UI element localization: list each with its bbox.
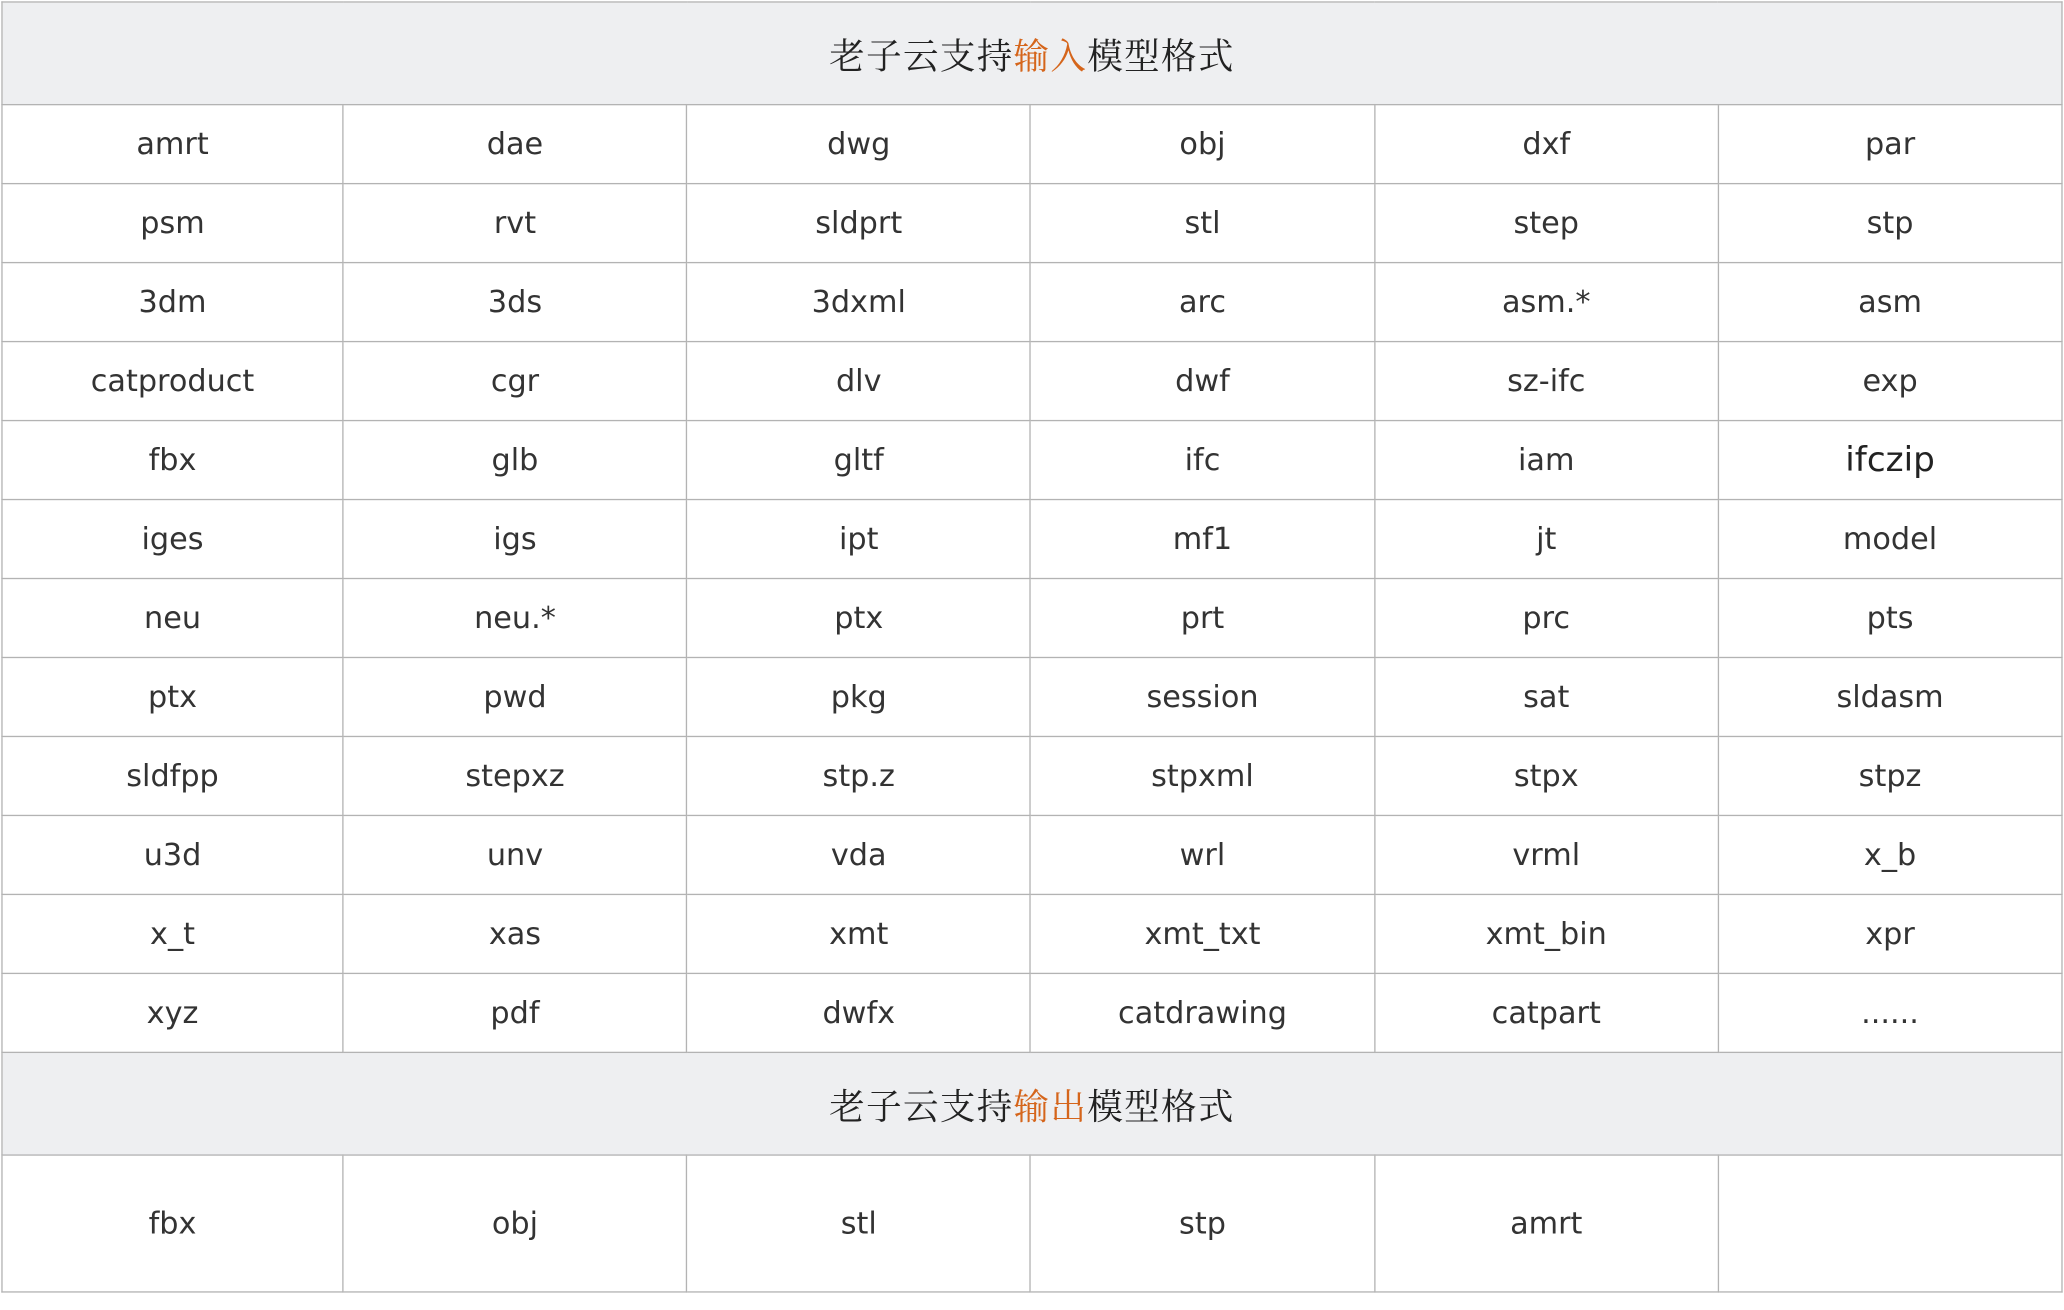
input-row <box>2 579 2062 658</box>
input-format-cell: step <box>1374 184 1718 263</box>
input-format-cell: sldasm <box>1718 657 2062 736</box>
input-format-cell: 3dxml <box>687 263 1031 342</box>
input-row <box>2 736 2062 815</box>
input-format-cell: 3ds <box>343 263 687 342</box>
input-format-cell: xyz <box>2 973 343 1052</box>
input-format-cell: psm <box>2 184 343 263</box>
input-format-cell: iam <box>1374 421 1718 500</box>
output-format-cell: obj <box>343 1155 687 1292</box>
input-format-cell: arc <box>1031 263 1375 342</box>
input-format-cell: stp <box>1718 184 2062 263</box>
input-format-cell: sldprt <box>687 184 1031 263</box>
input-format-cell: wrl <box>1031 815 1375 894</box>
input-format-cell: session <box>1031 657 1375 736</box>
output-formats-body <box>2 1052 2062 1292</box>
input-row <box>2 500 2062 579</box>
input-format-cell: neu <box>2 579 343 658</box>
input-format-cell: xmt_txt <box>1031 894 1375 973</box>
input-format-cell: sat <box>1374 657 1718 736</box>
input-format-cell: catdrawing <box>1031 973 1375 1052</box>
input-format-cell: stpz <box>1718 736 2062 815</box>
output-format-cell: stp <box>1031 1155 1375 1292</box>
input-format-cell: stpx <box>1374 736 1718 815</box>
input-format-cell: xpr <box>1718 894 2062 973</box>
input-format-cell: pdf <box>343 973 687 1052</box>
output-section-title <box>2 1052 2062 1155</box>
output-format-cell <box>1718 1155 2062 1292</box>
input-format-cell: dwf <box>1031 342 1375 421</box>
input-format-cell: mf1 <box>1031 500 1375 579</box>
input-format-cell: amrt <box>2 105 343 184</box>
input-title-prefix: 老子云支持 <box>829 36 1014 78</box>
input-row <box>2 184 2062 263</box>
input-row <box>2 105 2062 184</box>
input-format-cell: x_t <box>2 894 343 973</box>
input-format-cell: ptx <box>687 579 1031 658</box>
output-row <box>2 1155 2062 1292</box>
input-format-cell: glb <box>343 421 687 500</box>
input-format-cell: catpart <box>1374 973 1718 1052</box>
input-format-cell: unv <box>343 815 687 894</box>
input-format-cell: prc <box>1374 579 1718 658</box>
input-format-cell: neu.* <box>343 579 687 658</box>
output-title-prefix: 老子云支持 <box>829 1087 1014 1129</box>
input-row <box>2 973 2062 1052</box>
input-format-cell: pts <box>1718 579 2062 658</box>
input-format-cell: asm.* <box>1374 263 1718 342</box>
input-format-cell: jt <box>1374 500 1718 579</box>
input-format-cell: dxf <box>1374 105 1718 184</box>
input-format-cell: obj <box>1031 105 1375 184</box>
input-row <box>2 894 2062 973</box>
input-format-cell: ptx <box>2 657 343 736</box>
input-format-cell: gltf <box>687 421 1031 500</box>
input-row <box>2 342 2062 421</box>
input-format-cell: stepxz <box>343 736 687 815</box>
input-title-highlight: 输入 <box>1013 36 1088 78</box>
output-title-suffix: 模型格式 <box>1087 1087 1235 1129</box>
input-format-cell: stl <box>1031 184 1375 263</box>
input-format-cell: ifc <box>1031 421 1375 500</box>
input-format-cell: xas <box>343 894 687 973</box>
input-format-cell: sz-ifc <box>1374 342 1718 421</box>
input-format-cell: catproduct <box>2 342 343 421</box>
input-format-cell: igs <box>343 500 687 579</box>
input-row <box>2 421 2062 500</box>
input-format-cell: xmt_bin <box>1374 894 1718 973</box>
input-title-suffix: 模型格式 <box>1087 36 1235 78</box>
input-format-cell: par <box>1718 105 2062 184</box>
input-format-cell: dwg <box>687 105 1031 184</box>
input-format-cell: u3d <box>2 815 343 894</box>
input-format-cell: x_b <box>1718 815 2062 894</box>
input-row <box>2 263 2062 342</box>
output-header-row <box>2 1052 2062 1155</box>
input-format-cell: ...... <box>1718 973 2062 1052</box>
input-row <box>2 657 2062 736</box>
input-format-cell: stpxml <box>1031 736 1375 815</box>
input-format-cell: ipt <box>687 500 1031 579</box>
input-format-cell: cgr <box>343 342 687 421</box>
input-format-cell: model <box>1718 500 2062 579</box>
input-format-cell: pkg <box>687 657 1031 736</box>
output-format-cell: stl <box>687 1155 1031 1292</box>
input-format-cell: asm <box>1718 263 2062 342</box>
input-formats-body <box>2 2 2062 1052</box>
input-header-row <box>2 2 2062 105</box>
input-format-cell: dlv <box>687 342 1031 421</box>
input-row <box>2 815 2062 894</box>
output-title-highlight: 输出 <box>1013 1087 1088 1129</box>
input-section-title <box>2 2 2062 105</box>
input-format-cell: fbx <box>2 421 343 500</box>
input-format-cell: 3dm <box>2 263 343 342</box>
input-format-cell: stp.z <box>687 736 1031 815</box>
input-format-cell: sldfpp <box>2 736 343 815</box>
output-format-cell: amrt <box>1374 1155 1718 1292</box>
input-format-cell: xmt <box>687 894 1031 973</box>
input-format-cell: dae <box>343 105 687 184</box>
input-format-cell: rvt <box>343 184 687 263</box>
input-format-cell: iges <box>2 500 343 579</box>
output-format-cell: fbx <box>2 1155 343 1292</box>
input-format-cell: vrml <box>1374 815 1718 894</box>
input-format-cell: vda <box>687 815 1031 894</box>
supported-formats-table <box>1 1 2062 1292</box>
input-format-cell: dwfx <box>687 973 1031 1052</box>
input-format-cell: pwd <box>343 657 687 736</box>
input-format-cell: exp <box>1718 342 2062 421</box>
input-format-cell: prt <box>1031 579 1375 658</box>
input-format-cell: ifczip <box>1718 421 2062 500</box>
